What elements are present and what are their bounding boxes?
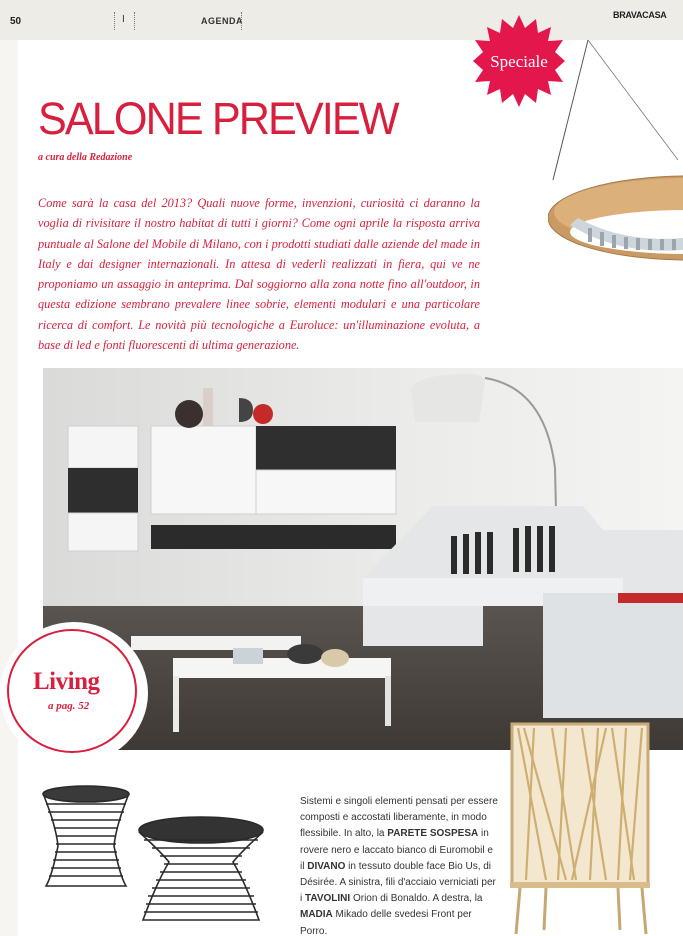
speciale-label: Speciale (490, 52, 548, 71)
brand-logo: BRAVACASA (613, 10, 667, 20)
article-title: SALONE PREVIEW (38, 93, 398, 144)
header-divider (134, 12, 135, 30)
pendant-lamp-image (548, 40, 683, 270)
header-divider (114, 12, 115, 30)
article-byline: a cura della Redazione (38, 152, 133, 163)
article-intro: Come sarà la casa del 2013? Quali nuove forme, invenzioni, curiosità ci daranno la voglia di rivisitare il nostro habitat di tutti i giorni? Come ogni aprile la risposta arriva puntuale al Salone del Mobile di Milano, con i prodotti studiati dalle aziende del made in Italy e dai designer internazionali. In attesa di vederli realizzati in fiera, qui ve ne proponiamo un assaggio in anteprima. Dal soggiorno alla zona notte fino all'outdoor, in questa edizione sembrano prevalere linee sobrie, elementi modulari e una particolare ricerca di comfort. Le novità più tecnologiche a Euroluce: un'illuminazione evoluta, a base di led e fonti fluorescenti di ultima generazione. (38, 196, 480, 353)
living-badge-title: Living (33, 668, 100, 695)
wire-tables-image (36, 782, 296, 932)
header-mark: I (122, 14, 125, 25)
page-number: 50 (10, 16, 22, 27)
page-header (0, 0, 683, 40)
header-divider (241, 12, 242, 30)
section-label: AGENDA (201, 16, 244, 26)
mikado-cabinet-image (506, 718, 656, 936)
photo-caption: Sistemi e singoli elementi pensati per essere composti e accostati liberamente, in modo flessibile. In alto, la PARETE SOSPESA in rovere nero e laccato bianco di Euromobil e il DIVANO in tessuto double face Bio Us, di Désirée. A sinistra, fili d'acciaio verniciati per i TAVOLINI Orion di Bonaldo. A destra, la MADIA Mikado delle svedesi Front per Porro. (300, 796, 498, 936)
speciale-badge (473, 15, 565, 107)
living-badge-page-ref: a pag. 52 (48, 700, 90, 712)
